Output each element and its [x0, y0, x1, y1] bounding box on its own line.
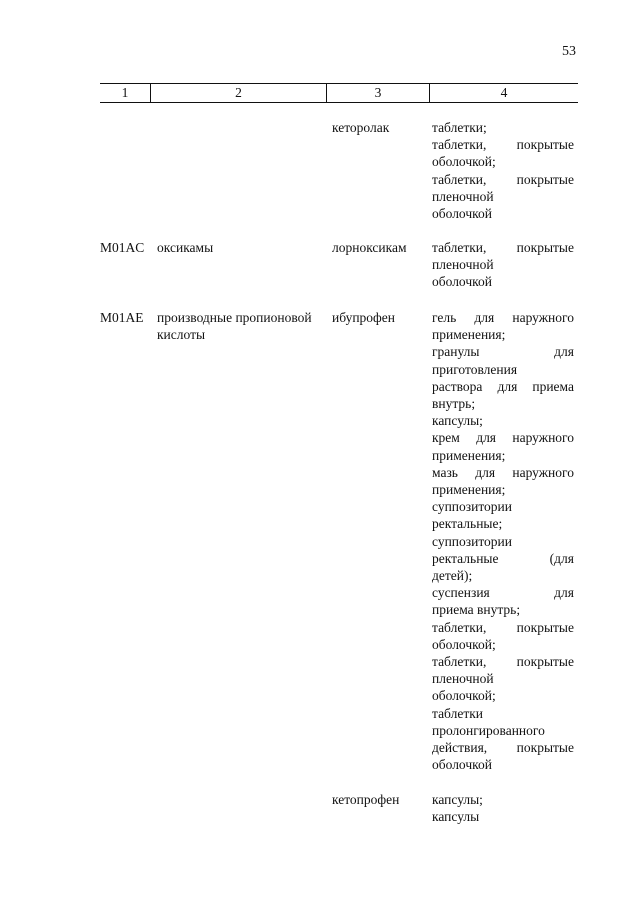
drug-name: кеторолак — [332, 120, 390, 135]
dosage-forms — [432, 119, 574, 222]
dosage-form-line: приема внутрь; — [432, 602, 521, 618]
drug-name: ибупрофен — [332, 310, 396, 325]
dosage-forms — [432, 239, 574, 291]
dosage-form-line: пленочной — [432, 257, 494, 273]
dosage-form-line: таблетки, покрытые — [432, 240, 574, 255]
dosage-form-line: оболочкой; — [432, 636, 496, 652]
dosage-form-line: оболочкой; — [432, 688, 496, 704]
dosage-form-line: ректальные (для — [432, 550, 574, 566]
dosage-form-line: таблетки, покрытые — [432, 654, 574, 670]
group-name: оксикамы — [157, 240, 214, 255]
dosage-form-line: гель для наружного — [432, 310, 574, 325]
dosage-forms — [432, 309, 574, 773]
dosage-form-line: мазь для наружного — [432, 464, 574, 480]
dosage-form-line: суспензия для — [432, 585, 574, 601]
dosage-form-line: суппозитории — [432, 499, 512, 515]
drug-name: лорноксикам — [332, 240, 407, 255]
dosage-forms — [432, 791, 574, 825]
dosage-form-line: действия, покрытые — [432, 740, 574, 756]
dosage-form-line: детей); — [432, 568, 473, 584]
dosage-form-line: пленочной — [432, 671, 494, 687]
atc-code: M01AC — [100, 240, 145, 255]
header-col-3: 3 — [374, 85, 382, 100]
dosage-form-line: таблетки — [432, 705, 484, 721]
page-number: 53 — [562, 44, 576, 59]
dosage-form-line: применения; — [432, 447, 506, 463]
dosage-form-line: крем для наружного — [432, 430, 574, 446]
dosage-form-line: таблетки, покрытые — [432, 619, 574, 635]
dosage-form-line: капсулы — [432, 809, 480, 825]
dosage-form-line: пролонгированного — [432, 722, 545, 738]
dosage-form-line: оболочкой; — [432, 154, 496, 170]
header-col-1: 1 — [121, 85, 129, 100]
dosage-form-line: таблетки, покрытые — [432, 171, 574, 187]
dosage-form-line: внутрь; — [432, 396, 476, 412]
table-header — [100, 83, 578, 103]
header-col-2: 2 — [235, 85, 242, 100]
group-name: производные пропионовой кислоты — [157, 310, 312, 342]
dosage-form-line: суппозитории — [432, 533, 512, 549]
drug-name: кетопрофен — [332, 792, 400, 807]
dosage-form-line: пленочной — [432, 188, 494, 204]
dosage-form-line: раствора для приема — [432, 378, 574, 394]
dosage-form-line: приготовления — [432, 361, 518, 377]
dosage-form-line: применения; — [432, 482, 506, 498]
dosage-form-line: оболочкой — [432, 757, 492, 773]
dosage-form-line: оболочкой — [432, 206, 492, 222]
dosage-form-line: применения; — [432, 327, 506, 343]
atc-code: M01AE — [100, 310, 144, 325]
dosage-form-line: таблетки; — [432, 120, 487, 135]
dosage-form-line: ректальные; — [432, 516, 503, 532]
dosage-form-line: капсулы; — [432, 413, 483, 429]
dosage-form-line: оболочкой — [432, 274, 492, 290]
dosage-form-line: капсулы; — [432, 792, 483, 807]
header-col-4: 4 — [500, 85, 508, 100]
dosage-form-line: таблетки, покрытые — [432, 137, 574, 153]
dosage-form-line: гранулы для — [432, 344, 574, 360]
